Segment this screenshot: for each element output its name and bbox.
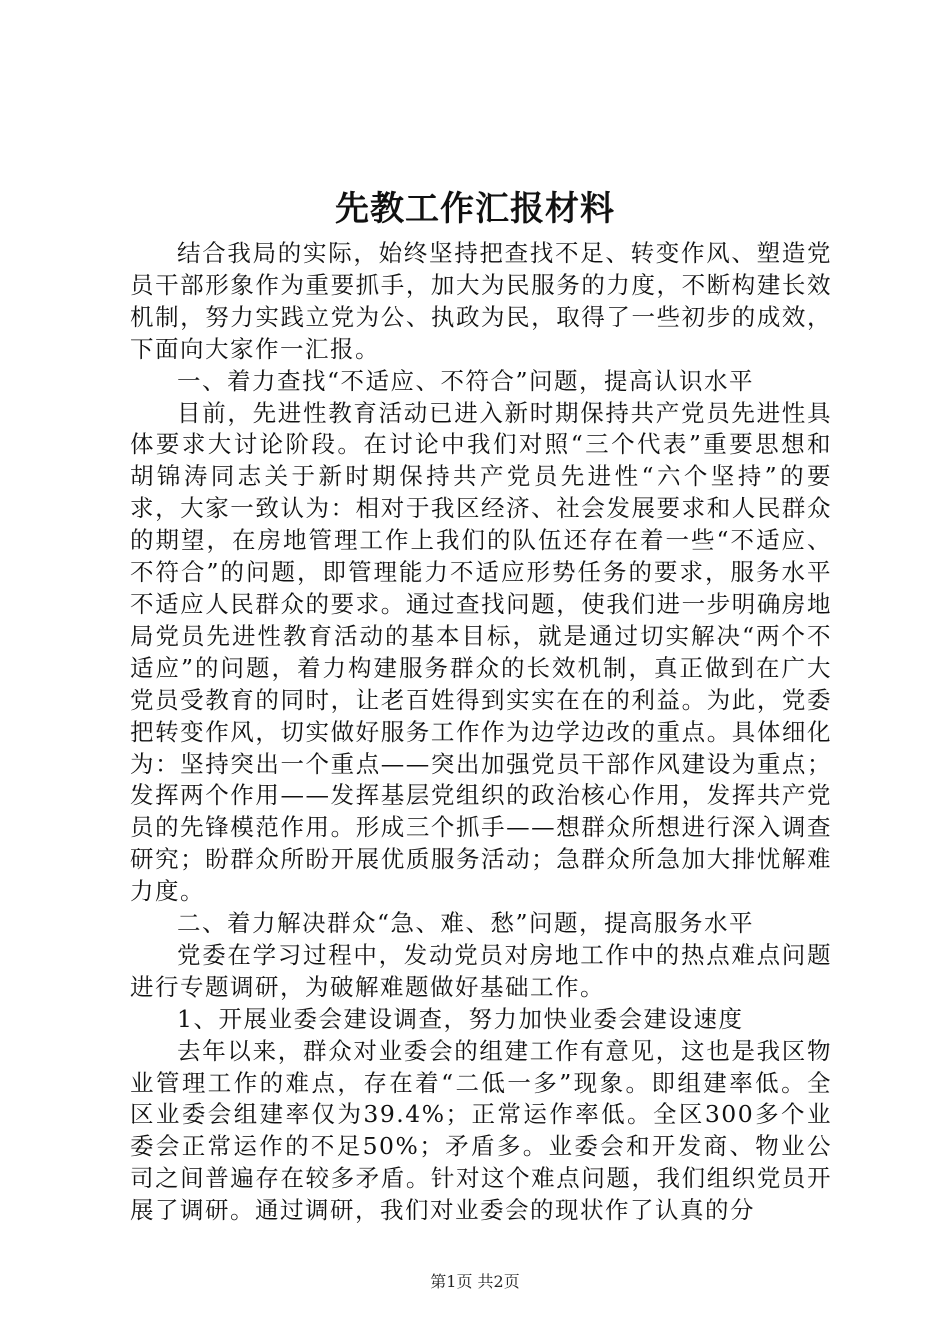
subsection-heading-1: 1、开展业委会建设调查，努力加快业委会建设速度 [177,1004,744,1033]
page-number-footer: 第1页 共2页 [430,1272,520,1291]
document-title: 先教工作汇报材料 [335,189,615,229]
subsection-1-paragraph: 去年以来，群众对业委会的组建工作有意见，这也是我区物业管理工作的难点，存在着“二低一多”现象。即组建率低。全区业委会组建率仅为39.4%；正常运作率低。全区300多个业委会正常运作的不足50%；矛盾多。业委会和开发商、物业公司之间普遍存在较多矛盾。针对这个难点问题，我们组织党员开展了调研。通过调研，我们对业委会的现状作了认真的分 [130,1036,832,1225]
intro-paragraph: 结合我局的实际，始终坚持把查找不足、转变作风、塑造党员干部形象作为重要抓手，加大为民服务的力度，不断构建长效机制，努力实践立党为公、执政为民，取得了一些初步的成效，下面向大家作一汇报。 [130,239,832,363]
document-body [130,238,832,1227]
section-1-paragraph: 目前，先进性教育活动已进入新时期保持共产党员先进性具体要求大讨论阶段。在讨论中我们对照“三个代表”重要思想和胡锦涛同志关于新时期保持共产党员先进性“六个坚持”的要求，大家一致认为：相对于我区经济、社会发展要求和人民群众的期望，在房地管理工作上我们的队伍还存在着一些“不适应、不符合”的问题，即管理能力不适应形势任务的要求，服务水平不适应人民群众的要求。通过查找问题，使我们进一步明确房地局党员先进性教育活动的基本目标，就是通过切实解决“两个不适应”的问题，着力构建服务群众的长效机制，真正做到在广大党员受教育的同时，让老百姓得到实实在在的利益。为此，党委把转变作风，切实做好服务工作作为边学边改的重点。具体细化为：坚持突出一个重点——突出加强党员干部作风建设为重点；发挥两个作用——发挥基层党组织的政治核心作用，发挥共产党员的先锋模范作用。形成三个抓手——想群众所想进行深入调查研究；盼群众所盼开展优质服务活动；急群众所急加大排忧解难力度。 [130,398,832,906]
section-2-paragraph: 党委在学习过程中，发动党员对房地工作中的热点难点问题进行专题调研，为破解难题做好基础工作。 [130,940,832,1001]
section-heading-1: 一、着力查找“不适应、不符合”问题，提高认识水平 [177,366,755,395]
section-heading-2: 二、着力解决群众“急、难、愁”问题，提高服务水平 [177,909,755,938]
